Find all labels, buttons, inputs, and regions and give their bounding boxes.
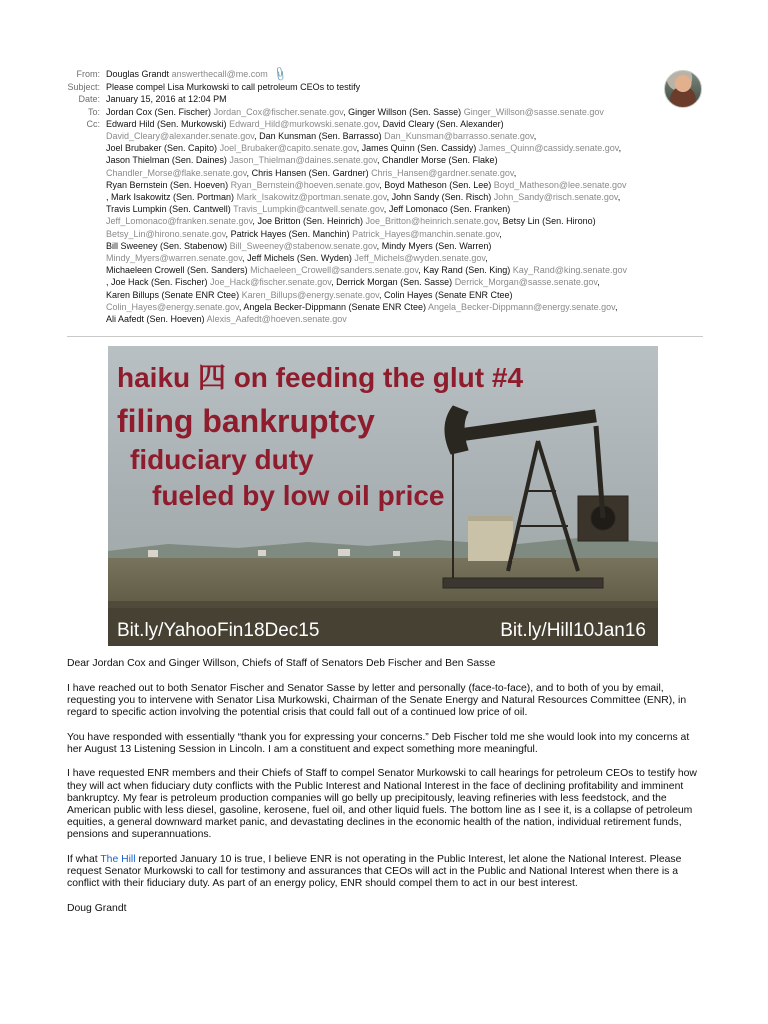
to-row (0, 106, 768, 118)
date-row (0, 93, 768, 105)
email-header (0, 68, 768, 325)
recipient-name[interactable]: Ryan Bernstein (Sen. Hoeven) (106, 179, 229, 190)
recipient-name[interactable]: Betsy Lin (Sen. Hirono) (502, 216, 596, 227)
recipient-email[interactable]: Ryan_Bernstein@hoeven.senate.gov (230, 179, 380, 190)
recipient-name[interactable]: Jason Thielman (Sen. Daines) (106, 155, 227, 166)
recipient-name[interactable]: Chris Hansen (Sen. Gardner) (251, 167, 369, 178)
recipient-email[interactable]: Mark_Isakowitz@portman.senate.gov (236, 192, 387, 203)
to-recipients (106, 106, 696, 118)
recipient-email[interactable]: Jeff_Michels@wyden.senate.gov (354, 253, 486, 264)
recipient-name[interactable]: Mindy Myers (Sen. Warren) (381, 240, 492, 251)
cc-line (106, 301, 696, 313)
recipient-separator: , (238, 301, 242, 312)
subject-row (0, 81, 768, 93)
recipient-separator: , (618, 143, 622, 154)
recipient-name[interactable]: Edward Hild (Sen. Murkowski) (106, 118, 227, 129)
recipient-separator: , (386, 192, 390, 203)
recipient-email[interactable]: Jason_Thielman@daines.senate.gov (229, 155, 377, 166)
recipient-name[interactable]: Dan Kunsman (Sen. Barrasso) (259, 131, 382, 142)
recipient-separator: , (252, 216, 255, 227)
recipient-email[interactable]: Dan_Kunsman@barrasso.senate.gov (384, 131, 534, 142)
header-divider (67, 336, 703, 337)
recipient-separator: , (614, 301, 618, 312)
recipient-name[interactable]: Karen Billups (Senate ENR Ctee) (106, 289, 240, 300)
sender-avatar (664, 70, 702, 108)
recipient-separator: , (378, 289, 382, 300)
recipient-name[interactable]: Travis Lumpkin (Sen. Cantwell) (106, 204, 231, 215)
recipient-email[interactable]: Chris_Hansen@gardner.senate.gov (371, 167, 514, 178)
banner-link-left: Bit.ly/YahooFin18Dec15 (117, 620, 320, 641)
recipient-separator: , (331, 277, 334, 288)
haiku-line-3: fueled by low oil price (152, 480, 445, 511)
recipient-name[interactable]: Boyd Matheson (Sen. Lee) (384, 179, 492, 190)
cc-line (106, 252, 696, 264)
recipient-separator: , (617, 192, 621, 203)
recipient-email[interactable]: James_Quinn@cassidy.senate.gov (478, 143, 619, 154)
recipient-email[interactable]: Boyd_Matheson@lee.senate.gov (493, 179, 627, 190)
cc-line (106, 203, 696, 215)
recipient-separator: , (377, 118, 381, 129)
recipient-separator: , (418, 265, 421, 276)
recipient-name[interactable]: Derrick Morgan (Sen. Sasse) (336, 277, 453, 288)
subject-label: Subject: (67, 82, 100, 93)
date-label: Date: (78, 94, 100, 105)
recipient-name[interactable]: Joel Brubaker (Sen. Capito) (106, 143, 218, 154)
greeting: Dear Jordan Cox and Ginger Willson, Chiefs of Staff of Senators Deb Fischer and Ben Sasse (67, 658, 496, 669)
recipient-name[interactable]: , Joe Hack (Sen. Fischer) (106, 277, 208, 288)
cc-line (106, 154, 696, 166)
recipient-email[interactable]: Joe_Hack@fischer.senate.gov (210, 277, 332, 288)
recipient-name[interactable]: Michaeleen Crowell (Sen. Sanders) (106, 265, 248, 276)
recipient-email[interactable]: Travis_Lumpkin@cantwell.senate.gov (233, 204, 384, 215)
recipient-separator: , (383, 204, 387, 215)
recipient-email[interactable]: Joel_Brubaker@capito.senate.gov (219, 143, 357, 154)
paragraph-3: I have requested ENR members and their Chiefs of Staff to compel Senator Murkowski to call hearings for petroleum CEOs to testify how they will act when fiduciary duty conflicts with the Public Interest and National Interest in the face of declining profitability and imminent bankruptcy. My fear is petroleum production companies will go belly up precipitously, leaving refineries with less feedstock, and the American public with less diesel, gasoline, kerosene, fuel oil, and other liquid fuels. The bottom line as I see it, is a collapse of petroleum equities, a general downward market panic, and devastating declines in the economic health of the nation, individual retirement funds, pensions and superannuations. (67, 768, 697, 841)
recipient-separator: , (246, 167, 250, 178)
recipient-separator: , (513, 167, 517, 178)
recipient-name[interactable]: Patrick Hayes (Sen. Manchin) (230, 228, 350, 239)
paragraph-1: I have reached out to both Senator Fischer and Senator Sasse by letter and personally (face-to-face), and to both of you by email, requesting you to intervene with Senator Lisa Murkowski, Chairman of the Senate Energy and Natural Resources Committee (ENR), in regard to specific action involving the potential crisis that could fall out of a continued low price of oil. (67, 682, 687, 718)
recipient-email[interactable]: Angela_Becker-Dippmann@energy.senate.gov (428, 301, 615, 312)
recipient-email[interactable]: Chandler_Morse@flake.senate.gov (106, 167, 247, 178)
signature: Doug Grandt (67, 903, 127, 914)
recipient-name[interactable]: David Cleary (Sen. Alexander) (382, 118, 504, 129)
recipient-separator: , (597, 277, 600, 288)
from-row (0, 68, 768, 81)
cc-line (106, 264, 696, 276)
recipient-name[interactable]: Angela Becker-Dippmann (Senate ENR Ctee) (243, 301, 427, 312)
cc-line (106, 142, 696, 154)
paragraph-4-start: If what (67, 854, 101, 865)
to-label: To: (87, 106, 100, 117)
cc-line (106, 118, 696, 130)
recipient-email[interactable]: Patrick_Hayes@manchin.senate.gov (352, 228, 500, 239)
recipient-separator: , (376, 155, 380, 166)
recipient-name[interactable]: Chandler Morse (Sen. Flake) (382, 155, 498, 166)
haiku-line-1: filing bankruptcy (117, 403, 375, 439)
recipient-email[interactable]: Betsy_Lin@hirono.senate.gov (106, 228, 226, 239)
haiku-line-2: fiduciary duty (130, 444, 314, 475)
cc-line (106, 228, 696, 240)
cc-label: Cc: (86, 118, 100, 129)
haiku-banner-image (108, 346, 658, 646)
recipient-name[interactable]: Ginger Willson (Sen. Sasse) (348, 106, 462, 117)
recipient-email[interactable]: Mindy_Myers@warren.senate.gov (106, 253, 243, 264)
cc-line (106, 313, 696, 325)
recipient-email[interactable]: Jordan_Cox@fischer.senate.gov (213, 106, 344, 117)
cc-line (106, 167, 696, 179)
recipient-email[interactable]: Michaeleen_Crowell@sanders.senate.gov (250, 265, 419, 276)
cc-line (106, 179, 696, 191)
storage-tank (468, 516, 513, 561)
recipient-email[interactable]: John_Sandy@risch.senate.gov (493, 192, 618, 203)
date-text: January 15, 2016 at 12:04 PM (106, 94, 227, 105)
recipient-separator: , (499, 228, 502, 239)
banner-link-right: Bit.ly/Hill10Jan16 (500, 620, 646, 641)
recipient-separator: , (497, 216, 501, 227)
from-label: From: (76, 69, 100, 79)
recipient-separator: , (225, 228, 229, 239)
recipient-email[interactable]: Joe_Britton@heinrich.senate.gov (365, 216, 498, 227)
recipient-name[interactable]: Jordan Cox (Sen. Fischer) (106, 106, 212, 117)
cc-line (106, 289, 696, 301)
recipient-name[interactable]: Bill Sweeney (Sen. Stabenow) (106, 240, 228, 251)
recipient-email[interactable]: Jeff_Lomonaco@franken.senate.gov (106, 216, 253, 227)
recipient-name[interactable]: , Mark Isakowitz (Sen. Portman) (106, 192, 235, 203)
recipient-name[interactable]: Kay Rand (Sen. King) (423, 265, 511, 276)
recipient-name[interactable]: Jeff Michels (Sen. Wyden) (247, 253, 352, 264)
subject-text: Please compel Lisa Murkowski to call petroleum CEOs to testify (106, 82, 361, 93)
recipient-name[interactable]: James Quinn (Sen. Cassidy) (361, 143, 477, 154)
paperclip-icon: 📎 (271, 66, 289, 83)
recipient-email[interactable]: David_Cleary@alexander.senate.gov (106, 131, 255, 142)
cc-row (0, 118, 768, 325)
recipient-name[interactable]: John Sandy (Sen. Risch) (391, 192, 492, 203)
recipient-separator: , (356, 143, 360, 154)
recipient-email[interactable]: Ginger_Willson@sasse.senate.gov (463, 106, 604, 117)
recipient-separator: , (533, 131, 537, 142)
email-body (67, 658, 707, 928)
recipient-name[interactable]: Jeff Lomonaco (Sen. Franken) (388, 204, 511, 215)
the-hill-link[interactable]: The Hill (100, 854, 136, 865)
recipient-email[interactable]: Derrick_Morgan@sasse.senate.gov (454, 277, 598, 288)
recipient-email[interactable]: Bill_Sweeney@stabenow.senate.gov (229, 240, 377, 251)
recipient-separator: , (254, 131, 257, 142)
recipient-name[interactable]: Colin Hayes (Senate ENR Ctee) (384, 289, 513, 300)
sender-email[interactable]: answerthecall@me.com (171, 69, 268, 79)
cc-line (106, 276, 696, 288)
recipient-email[interactable]: Alexis_Aafedt@hoeven.senate.gov (206, 314, 347, 325)
recipient-separator: , (242, 253, 245, 264)
paragraph-4 (67, 854, 707, 891)
banner-title: haiku 四 on feeding the glut #4 (117, 362, 524, 393)
recipient-name[interactable]: Joe Britton (Sen. Heinrich) (257, 216, 363, 227)
paragraph-2: You have responded with essentially “thank you for expressing your concerns.” Deb Fischer told me she would look into my concerns at her August 13 Listening Session in Lincoln. I am a constituent and expect something more meaningful. (67, 731, 690, 755)
cc-line (106, 191, 696, 203)
recipient-email[interactable]: Kay_Rand@king.senate.gov (512, 265, 627, 276)
paragraph-4-end: reported January 10 is true, I believe ENR is not operating in the Public Interest, let alone the National Interest. Please request Senator Murkowski to call for testimony and assurances that CEOs will act in the Public and National Interest when there is a conflict with their fiduciary duty. As part of an energy policy, ENR should compel them to act in our best interest. (67, 854, 682, 890)
recipient-email[interactable]: Edward_Hild@murkowski.senate.gov (229, 118, 378, 129)
recipient-separator: , (376, 240, 380, 251)
recipient-name[interactable]: Ali Aafedt (Sen. Hoeven) (106, 314, 205, 325)
cc-recipients (106, 118, 696, 325)
recipient-separator: , (343, 106, 349, 117)
recipient-email[interactable]: Karen_Billups@energy.senate.gov (241, 289, 379, 300)
sender-name[interactable]: Douglas Grandt (106, 69, 170, 79)
cc-line (106, 215, 696, 227)
recipient-separator: , (379, 179, 382, 190)
recipient-separator: , (485, 253, 488, 264)
recipient-email[interactable]: Colin_Hayes@energy.senate.gov (106, 301, 239, 312)
cc-line (106, 240, 696, 252)
cc-line (106, 130, 696, 142)
